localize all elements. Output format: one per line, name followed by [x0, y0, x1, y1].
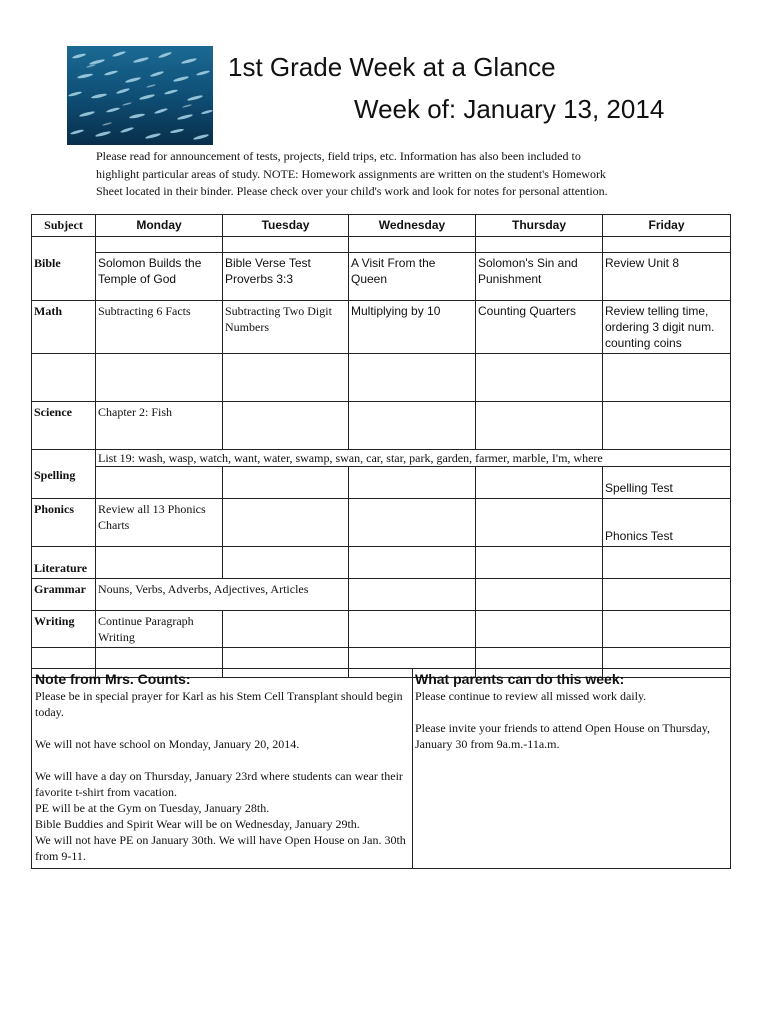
phonics-row	[32, 499, 731, 547]
empty-cell	[476, 611, 603, 648]
empty-cell	[476, 354, 603, 402]
friday-header: Friday	[603, 215, 731, 237]
empty-cell	[349, 402, 476, 450]
tuesday-header: Tuesday	[223, 215, 349, 237]
writing-monday: Continue Paragraph Writing	[96, 611, 223, 648]
empty-cell	[603, 547, 731, 579]
note-paragraph: Please invite your friends to attend Open House on Thursday, January 30 from 9a.m.-11a.m.	[415, 721, 710, 751]
note-paragraph: Bible Buddies and Spirit Wear will be on Wednesday, January 29th.	[35, 817, 360, 831]
note-paragraph: We will not have PE on January 30th. We will have Open House on Jan. 30th from 9-11.	[35, 833, 406, 863]
intro-line: Please read for announcement of tests, projects, field trips, etc. Information has also been included to	[96, 149, 581, 163]
empty-cell	[223, 547, 349, 579]
empty-cell	[96, 547, 223, 579]
empty-cell	[476, 579, 603, 611]
phonics-monday: Review all 13 Phonics Charts	[96, 499, 223, 547]
math-friday: Review telling time, ordering 3 digit num. counting coins	[603, 301, 731, 354]
empty-cell	[476, 237, 603, 253]
subject-label-spelling: Spelling	[32, 467, 96, 499]
note-paragraph: Please be in special prayer for Karl as his Stem Cell Transplant should begin today.	[35, 689, 403, 719]
subject-label-phonics: Phonics	[32, 499, 96, 547]
bible-row	[32, 253, 731, 301]
empty-cell	[223, 611, 349, 648]
bible-thursday: Solomon's Sin and Punishment	[476, 253, 603, 301]
spelling-friday: Spelling Test	[603, 467, 731, 499]
empty-cell	[96, 354, 223, 402]
empty-cell	[223, 499, 349, 547]
note-paragraph: Please continue to review all missed work daily.	[415, 689, 647, 703]
empty-cell	[96, 467, 223, 499]
empty-cell	[349, 237, 476, 253]
teacher-note	[35, 671, 407, 864]
header-row	[32, 215, 731, 237]
empty-cell	[96, 237, 223, 253]
grammar-topics: Nouns, Verbs, Adverbs, Adjectives, Articles	[96, 579, 349, 611]
bible-monday: Solomon Builds the Temple of God	[96, 253, 223, 301]
weekly-schedule-table	[31, 214, 731, 678]
thursday-header: Thursday	[476, 215, 603, 237]
empty-cell	[349, 579, 476, 611]
parents-note-heading: What parents can do this week:	[415, 671, 625, 687]
notes-divider	[412, 669, 413, 868]
empty-cell	[349, 467, 476, 499]
bible-wednesday: A Visit From the Queen	[349, 253, 476, 301]
note-paragraph: We will not have school on Monday, January 20, 2014.	[35, 737, 300, 751]
empty-cell	[603, 402, 731, 450]
parents-note	[415, 671, 727, 752]
school-of-fish-image	[67, 46, 213, 145]
intro-line: Sheet located in their binder. Please check over your child's work and look for notes for personal attention.	[96, 184, 608, 198]
grammar-row	[32, 579, 731, 611]
math-thursday: Counting Quarters	[476, 301, 603, 354]
note-paragraph: We will have a day on Thursday, January 23rd where students can wear their favorite t-shirt from vacation.	[35, 769, 403, 799]
empty-cell	[32, 450, 96, 467]
teacher-note-heading: Note from Mrs. Counts:	[35, 671, 191, 687]
notes-section	[31, 668, 731, 869]
empty-cell	[603, 237, 731, 253]
note-paragraph: PE will be at the Gym on Tuesday, January 28th.	[35, 801, 270, 815]
subject-column-header: Subject	[32, 215, 96, 237]
wednesday-header: Wednesday	[349, 215, 476, 237]
spelling-word-list: List 19: wash, wasp, watch, want, water, swamp, swan, car, star, park, garden, farmer, marble, I'm, where	[96, 450, 731, 467]
week-of-date: Week of: January 13, 2014	[354, 94, 665, 124]
empty-cell	[349, 499, 476, 547]
empty-cell	[349, 354, 476, 402]
spacer-row	[32, 237, 731, 253]
intro-announcement	[96, 148, 646, 201]
subject-label-bible: Bible	[32, 253, 96, 301]
empty-cell	[223, 467, 349, 499]
empty-cell	[476, 467, 603, 499]
empty-cell	[349, 547, 476, 579]
science-row	[32, 402, 731, 450]
subject-label-science: Science	[32, 402, 96, 450]
math-monday: Subtracting 6 Facts	[96, 301, 223, 354]
math-tuesday: Subtracting Two Digit Numbers	[223, 301, 349, 354]
phonics-friday: Phonics Test	[603, 499, 731, 547]
writing-row	[32, 611, 731, 648]
spelling-row	[32, 467, 731, 499]
bible-tuesday: Bible Verse Test Proverbs 3:3	[223, 253, 349, 301]
empty-cell	[32, 354, 96, 402]
empty-cell	[349, 611, 476, 648]
empty-cell	[223, 237, 349, 253]
subject-label-literature: Literature	[32, 547, 96, 579]
page-title: 1st Grade Week at a Glance	[228, 52, 556, 82]
empty-cell	[603, 579, 731, 611]
science-monday: Chapter 2: Fish	[96, 402, 223, 450]
empty-cell	[476, 547, 603, 579]
empty-cell	[32, 237, 96, 253]
literature-row	[32, 547, 731, 579]
intro-line: highlight particular areas of study. NOTE: Homework assignments are written on the student's Homework	[96, 166, 606, 181]
empty-cell	[223, 354, 349, 402]
empty-cell	[603, 611, 731, 648]
subject-label-math: Math	[32, 301, 96, 354]
math-row	[32, 301, 731, 354]
empty-cell	[603, 354, 731, 402]
empty-cell	[476, 499, 603, 547]
empty-row	[32, 354, 731, 402]
math-wednesday: Multiplying by 10	[349, 301, 476, 354]
subject-label-grammar: Grammar	[32, 579, 96, 611]
subject-label-writing: Writing	[32, 611, 96, 648]
empty-cell	[476, 402, 603, 450]
monday-header: Monday	[96, 215, 223, 237]
spelling-list-row	[32, 450, 731, 467]
bible-friday: Review Unit 8	[603, 253, 731, 301]
empty-cell	[223, 402, 349, 450]
